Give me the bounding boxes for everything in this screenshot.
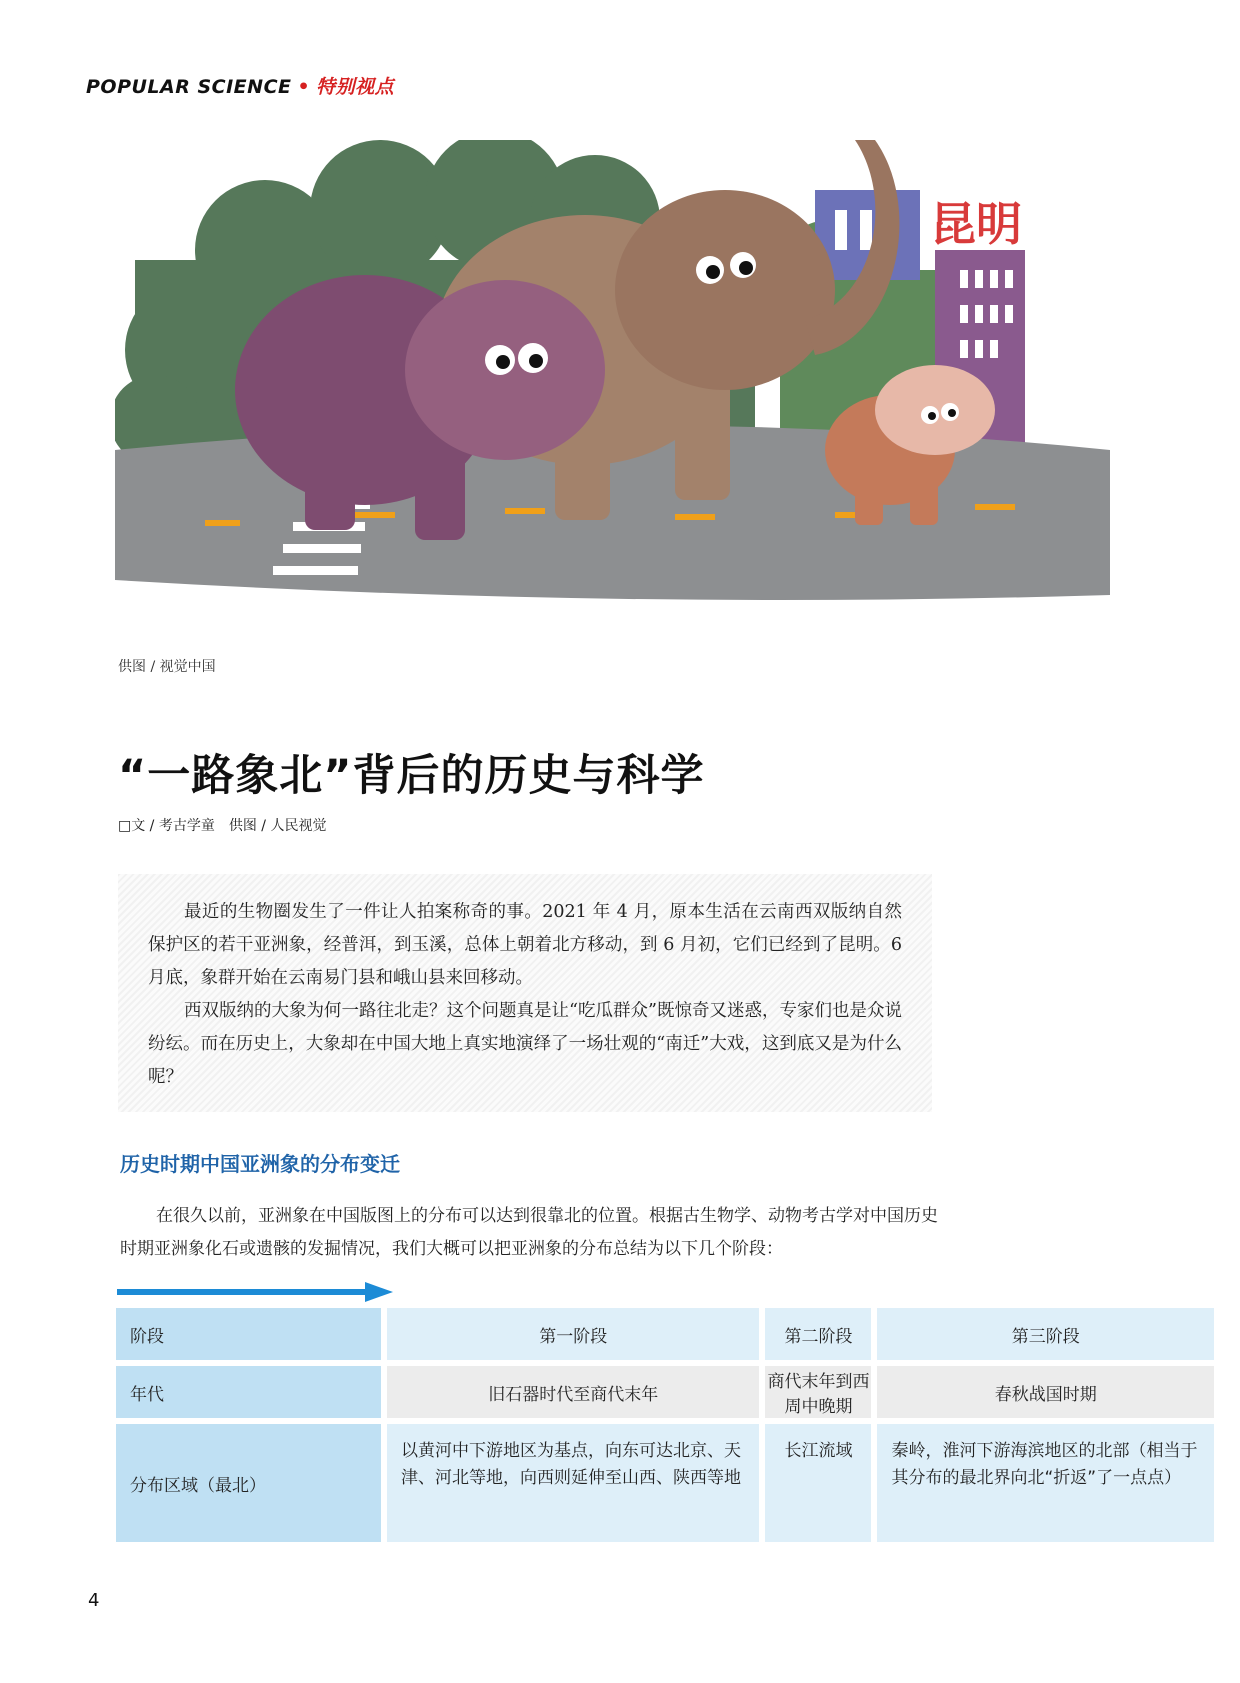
intro-paragraph: 最近的生物圈发生了一件让人拍案称奇的事。2021 年 4 月，原本生活在云南西双版纳自然保护区的若干亚洲象，经普洱，到玉溪，总体上朝着北方移动，到 6 月初，它们已经到了昆明。6 月底，象群开始在云南易门县和峨山县来回移动。 — [148, 902, 902, 988]
table-cell: 以黄河中下游地区为基点，向东可达北京、天津、河北等地，向西则延伸至山西、陕西等地 — [387, 1424, 759, 1542]
table-cell: 商代末年到西周中晚期 — [765, 1366, 871, 1418]
table-row — [116, 1366, 1214, 1418]
intro-box — [118, 874, 932, 1112]
table-cell: 春秋战国时期 — [877, 1366, 1214, 1418]
table-row-header: 分布区域（最北） — [116, 1424, 381, 1542]
table-row-header: 阶段 — [116, 1308, 381, 1360]
table-cell: 长江流域 — [765, 1424, 871, 1542]
table-cell: 秦岭，淮河下游海滨地区的北部（相当于其分布的最北界向北“折返”了一点点） — [877, 1424, 1214, 1542]
intro-paragraph: 西双版纳的大象为何一路往北走？这个问题真是让“吃瓜群众”既惊奇又迷惑，专家们也是众说纷纭。而在历史上，大象却在中国大地上真实地演绎了一场壮观的“南迁”大戏，这到底又是为什么呢？ — [148, 1001, 902, 1087]
table-row — [116, 1308, 1214, 1360]
magazine-brand: POPULAR SCIENCE — [86, 76, 292, 98]
page-number: 4 — [88, 1590, 100, 1611]
arrow-icon — [117, 1280, 397, 1304]
body-paragraph: 在很久以前，亚洲象在中国版图上的分布可以达到很靠北的位置。根据古生物学、动物考古学对中国历史时期亚洲象化石或遗骸的发掘情况，我们大概可以把亚洲象的分布总结为以下几个阶段： — [120, 1206, 938, 1259]
header-separator: • — [297, 76, 311, 98]
kunming-sign: 昆明 — [930, 197, 1022, 251]
section-subhead: 历史时期中国亚洲象的分布变迁 — [120, 1152, 400, 1176]
table-cell: 第一阶段 — [387, 1308, 759, 1360]
table-row-header: 年代 — [116, 1366, 381, 1418]
table-cell: 第三阶段 — [877, 1308, 1214, 1360]
table-cell: 旧石器时代至商代末年 — [387, 1366, 759, 1418]
image-caption: 供图 / 视觉中国 — [118, 659, 216, 675]
magazine-header — [86, 72, 394, 99]
table-cell: 第二阶段 — [765, 1308, 871, 1360]
article-title: “一路象北”背后的历史与科学 — [118, 751, 705, 801]
section-name: 特别视点 — [316, 76, 395, 98]
elephant-distribution-table — [110, 1302, 1220, 1548]
elephant-illustration — [115, 140, 1110, 640]
table-row — [116, 1424, 1214, 1542]
article-byline: □文 / 考古学童 供图 / 人民视觉 — [118, 818, 327, 834]
